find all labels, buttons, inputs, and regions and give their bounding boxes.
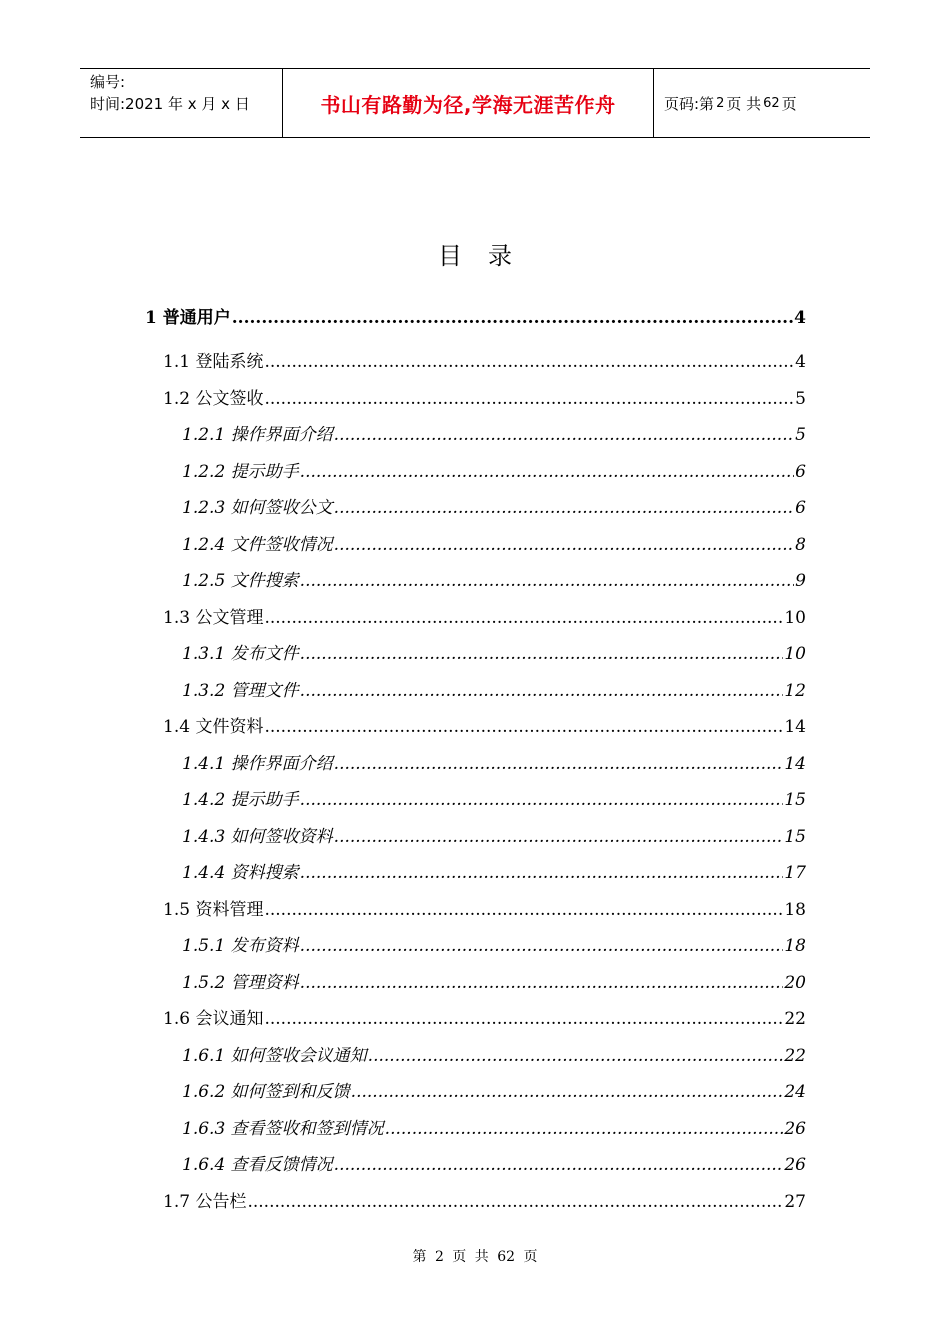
toc-entry-label: 1.4.1 操作界面介绍	[182, 753, 333, 774]
toc-entry-label: 1 普通用户	[145, 308, 231, 328]
toc-entry-page: 18	[784, 899, 806, 920]
toc-leader-dots	[334, 824, 784, 850]
toc-entry-page: 22	[784, 1045, 806, 1066]
toc-entry[interactable]	[182, 824, 806, 850]
toc-entry-label: 1.7 公告栏	[163, 1191, 247, 1212]
toc-leader-dots	[264, 714, 783, 740]
toc-entry-label: 1.6.1 如何签收会议通知	[182, 1045, 367, 1066]
toc-entry-page: 27	[784, 1191, 806, 1212]
toc-leader-dots	[300, 459, 795, 485]
toc-leader-dots	[368, 1043, 784, 1069]
toc-entry[interactable]	[182, 568, 806, 594]
toc-entry-page: 10	[784, 607, 806, 628]
toc-entry[interactable]	[182, 532, 806, 558]
toc-entry-label: 1.6.4 查看反馈情况	[182, 1155, 333, 1175]
toc-leader-dots	[247, 1189, 783, 1215]
toc-leader-dots	[300, 787, 784, 813]
toc-leader-dots	[300, 860, 784, 886]
toc-entry-page: 6	[795, 461, 806, 482]
toc-entry[interactable]	[182, 860, 806, 886]
toc-entry[interactable]	[182, 459, 806, 485]
toc-entry-page: 18	[784, 936, 806, 956]
toc-entry[interactable]	[163, 1006, 806, 1032]
toc-entry-page: 20	[784, 972, 806, 993]
page-mid: 页 共	[726, 94, 762, 113]
toc-entry-page: 8	[795, 534, 806, 555]
toc-leader-dots	[334, 751, 784, 777]
toc-leader-dots	[264, 897, 783, 923]
toc-entry-page: 9	[795, 571, 806, 591]
toc-entry[interactable]	[163, 1189, 806, 1215]
toc-entry-label: 1.4.3 如何签收资料	[182, 826, 333, 847]
toc-entry[interactable]	[182, 1152, 806, 1178]
toc-entry-label: 1.5 资料管理	[163, 899, 264, 920]
document-number-label: 编号:	[90, 73, 126, 91]
toc-leader-dots	[334, 1152, 784, 1178]
toc-entry-page: 15	[784, 826, 806, 847]
header-meta	[80, 69, 282, 137]
page-header	[80, 68, 870, 138]
toc-leader-dots	[351, 1079, 784, 1105]
toc-entry[interactable]	[182, 933, 806, 959]
toc-entry-page: 12	[784, 680, 806, 701]
toc-entry-page: 24	[784, 1082, 806, 1102]
toc-entry-page: 4	[794, 308, 806, 328]
toc-leader-dots	[232, 305, 793, 331]
toc-entry-label: 1.5.1 发布资料	[182, 936, 299, 956]
toc-entry-page: 17	[784, 863, 806, 883]
page-footer: 第 2 页 共 62 页	[412, 1249, 538, 1265]
toc-entry[interactable]	[182, 422, 806, 448]
header-page-indicator	[654, 69, 870, 137]
toc-entry[interactable]	[182, 970, 806, 996]
toc-entry-label: 1.6 会议通知	[163, 1009, 264, 1029]
page-suffix: 页	[781, 94, 797, 113]
toc-leader-dots	[300, 568, 795, 594]
header-motto: 书山有路勤为径,学海无涯苦作舟	[282, 69, 654, 137]
toc-entry-label: 1.6.3 查看签收和签到情况	[182, 1118, 384, 1139]
toc-title: 目录	[438, 242, 538, 270]
toc-leader-dots	[264, 1006, 783, 1032]
toc-entry-page: 4	[795, 352, 806, 372]
toc-entry-label: 1.4.2 提示助手	[182, 790, 299, 810]
toc-leader-dots	[300, 678, 784, 704]
toc-entry-label: 1.2 公文签收	[163, 388, 264, 409]
toc-entry[interactable]	[182, 751, 806, 777]
toc-entry[interactable]	[182, 1079, 806, 1105]
toc-entry[interactable]	[163, 386, 806, 412]
toc-entry-label: 1.4 文件资料	[163, 717, 264, 737]
toc-entry-page: 26	[784, 1118, 806, 1139]
toc-leader-dots	[334, 422, 795, 448]
toc-entry-page: 10	[784, 644, 806, 664]
toc-entry[interactable]	[182, 1116, 806, 1142]
toc-entry-page: 5	[795, 425, 806, 445]
toc-entry-page: 26	[784, 1155, 806, 1175]
toc-entry-page: 14	[784, 717, 806, 737]
toc-entry[interactable]	[163, 714, 806, 740]
toc-leader-dots	[334, 495, 795, 521]
toc-leader-dots	[300, 933, 784, 959]
toc-entry-label: 1.5.2 管理资料	[182, 972, 299, 993]
toc-entry-page: 22	[784, 1009, 806, 1029]
toc-entry-page: 5	[795, 388, 806, 409]
toc-entry-label: 1.2.4 文件签收情况	[182, 534, 333, 555]
toc-leader-dots	[300, 641, 784, 667]
toc-entry[interactable]	[145, 305, 806, 331]
toc-entry[interactable]	[182, 495, 806, 521]
toc-entry[interactable]	[163, 349, 806, 375]
toc-entry-label: 1.2.1 操作界面介绍	[182, 425, 333, 445]
toc-entry[interactable]	[163, 897, 806, 923]
toc-leader-dots	[385, 1116, 784, 1142]
toc-entry-label: 1.3 公文管理	[163, 607, 264, 628]
page-prefix: 页码:第	[664, 94, 715, 113]
toc-entry-page: 15	[784, 790, 806, 810]
document-date: 时间:2021 年 x 月 x 日	[90, 95, 250, 113]
page-total: 62	[763, 95, 780, 111]
toc-entry[interactable]	[182, 678, 806, 704]
toc-entry-page: 14	[784, 753, 806, 774]
toc-entry-label: 1.2.5 文件搜索	[182, 571, 299, 591]
toc-leader-dots	[264, 386, 794, 412]
toc-entry[interactable]	[182, 1043, 806, 1069]
toc-entry-label: 1.3.1 发布文件	[182, 644, 299, 664]
toc-leader-dots	[300, 970, 784, 996]
toc-entry-label: 1.2.3 如何签收公文	[182, 498, 333, 518]
page-current: 2	[716, 95, 725, 111]
toc-entry-label: 1.2.2 提示助手	[182, 461, 299, 482]
toc-leader-dots	[334, 532, 795, 558]
toc-entry[interactable]	[182, 641, 806, 667]
toc-entry-label: 1.4.4 资料搜索	[182, 863, 299, 883]
toc-entry-label: 1.3.2 管理文件	[182, 680, 299, 701]
toc-leader-dots	[264, 605, 783, 631]
toc-entry-label: 1.1 登陆系统	[163, 352, 264, 372]
toc-entry-label: 1.6.2 如何签到和反馈	[182, 1082, 350, 1102]
toc-entry-page: 6	[795, 498, 806, 518]
toc-entry[interactable]	[182, 787, 806, 813]
toc-entry[interactable]	[163, 605, 806, 631]
toc-leader-dots	[264, 349, 794, 375]
